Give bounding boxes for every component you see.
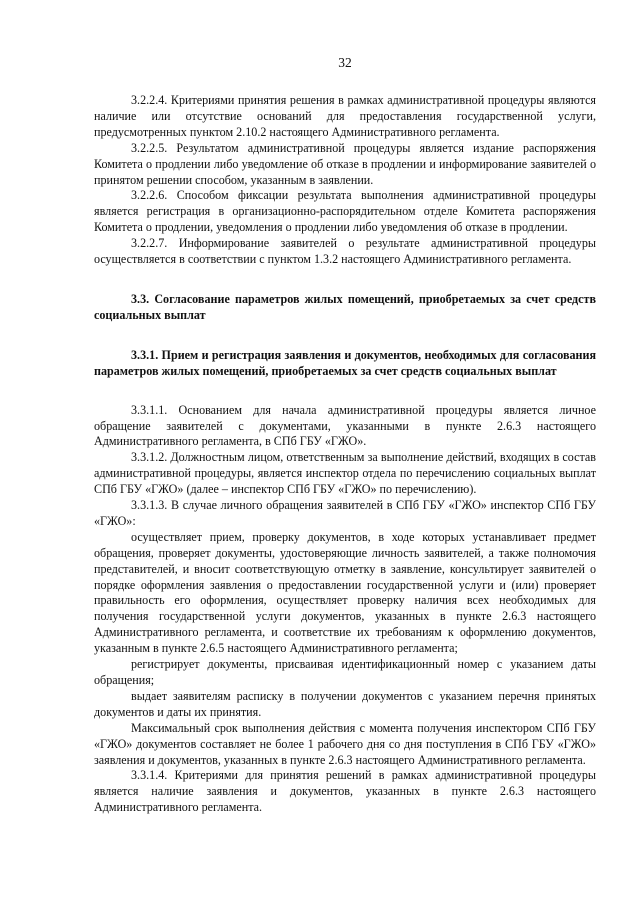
- subsection-title-3-3-1: 3.3.1. Прием и регистрация заявления и документов, необходимых для согласования параметров жилых помещений, приобретаемых за счет средств социальных выплат: [94, 347, 596, 378]
- paragraph-3-2-2-7: 3.2.2.7. Информирование заявителей о результате административной процедуры осуществляется в соответствии с пунктом 1.3.2 настоящего Административного регламента.: [94, 236, 596, 267]
- paragraph-actions-2: регистрирует документы, присваивая идентификационный номер с указанием даты обращения;: [94, 657, 596, 687]
- paragraph-actions-3: выдает заявителям расписку в получении документов с указанием перечня принятых документов и даты их принятия.: [94, 688, 596, 719]
- paragraph-3-2-2-5: 3.2.2.5. Результатом административной процедуры является издание распоряжения Комитета о продлении либо уведомление об отказе в продлении и информирование заявителей о принятом решении способом, указанным в заявлении.: [94, 140, 596, 187]
- paragraph-3-2-2-4: 3.2.2.4. Критериями принятия решения в рамках административной процедуры являются наличие или отсутствие оснований для предоставления государственной услуги, предусмотренных пунктом 2.10.2 настоящего Административного регламента.: [94, 93, 596, 139]
- paragraph-3-3-1-3: 3.3.1.3. В случае личного обращения заявителей в СПб ГБУ «ГЖО» инспектор СПб ГБУ «ГЖО»:: [94, 498, 596, 528]
- paragraph-3-3-1-2: 3.3.1.2. Должностным лицом, ответственным за выполнение действий, входящих в состав административной процедуры, является инспектор отдела по перечислению социальных выплат СПб ГБУ «ГЖО» (далее – инспектор СПб ГБУ «ГЖО» по перечислению).: [94, 450, 596, 497]
- paragraph-max-term: Максимальный срок выполнения действия с момента получения инспектором СПб ГБУ «ГЖО» документов составляет не более 1 рабочего дня со дня поступления в СПб ГБУ «ГЖО» заявления и документов, указанных в пункте 2.6.3 настоящего Административного регламента.: [94, 720, 596, 767]
- page-number: 32: [338, 55, 352, 70]
- paragraph-3-2-2-6: 3.2.2.6. Способом фиксации результата выполнения административной процедуры является регистрация в организационно-распорядительном отделе Комитета распоряжения Комитета о продлении, уведомления о продлении либо уведомления об отказе в продлении.: [94, 188, 596, 235]
- paragraph-3-3-1-1: 3.3.1.1. Основанием для начала административной процедуры является личное обращение заявителей с документами, указанными в пункте 2.6.3 настоящего Административного регламента, в СПб ГБУ «ГЖО».: [94, 402, 596, 449]
- paragraph-3-3-1-4: 3.3.1.4. Критериями для принятия решений в рамках административной процедуры является наличие заявления и документов, указанных в пункте 2.6.3 настоящего Административного регламента.: [94, 768, 596, 815]
- section-title-3-3: 3.3. Согласование параметров жилых помещений, приобретаемых за счет средств социальных выплат: [94, 291, 596, 322]
- paragraph-actions-1: осуществляет прием, проверку документов, в ходе которых устанавливает предмет обращения, проверяет документы, удостоверяющие личность заявителей, а также полномочия представителей, и вносит соответствующую отметку в заявление, консультирует заявителей о порядке оформления заявления о предоставлении государственной услуги и (или) проверяет правильность его оформления, осуществляет проверку наличия всех необходимых для получения государственной услуги документов, указанных в пункте 2.6.3 настоящего Административного регламента, и соответствие их требованиям к оформлению документов, указанным в пункте 2.6.5 настоящего Административного регламента;: [94, 529, 596, 656]
- document-body: [94, 93, 596, 816]
